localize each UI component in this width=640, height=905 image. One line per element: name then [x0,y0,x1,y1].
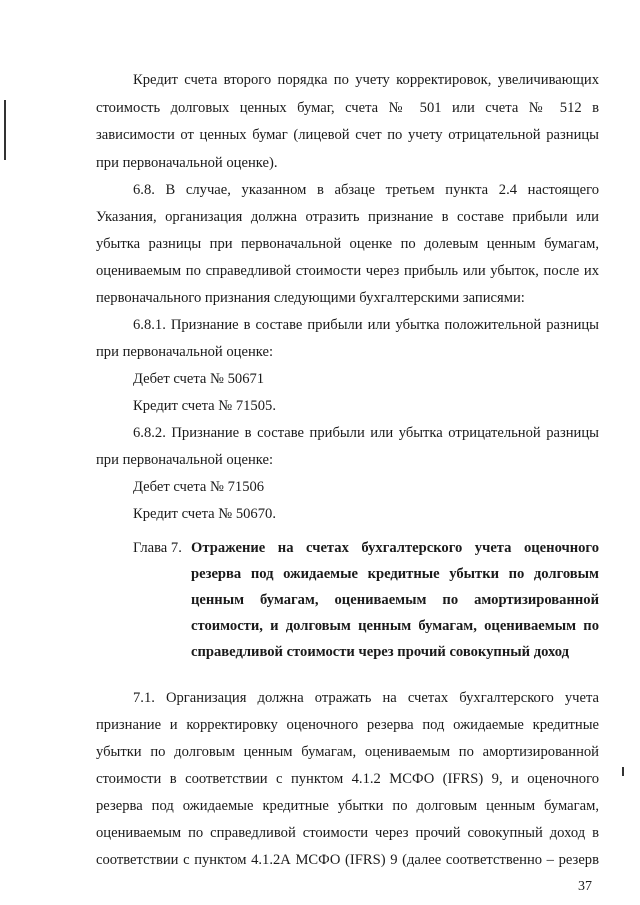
entry-line: Кредит счета № 50670. [133,506,276,522]
text-line: 6.8.1. Признание в составе прибыли или убытка положительной разницы [133,317,599,333]
chapter-title-line: ценным бумагам, оцениваемым по амортизированной [191,592,599,608]
text-line: Кредит счета второго порядка по учету корректировок, увеличивающих [133,72,599,88]
text-line: первоначального признания следующими бухгалтерскими записями: [96,290,525,306]
chapter-label: Глава 7. [133,540,182,556]
text-line: при первоначальной оценке). [96,155,278,171]
text-line: при первоначальной оценке: [96,452,274,468]
text-line: оцениваемым по справедливой стоимости через прибыль или убыток, после их [96,263,599,279]
scan-artifact-line [4,100,6,152]
text-line: соответствии с пунктом 4.1.2А МСФО (IFRS) 9 (далее соответственно – резерв [96,852,599,868]
text-line: 6.8. В случае, указанном в абзаце третьем пункта 2.4 настоящего [133,182,599,198]
chapter-title-line: стоимости, и долговым ценным бумагам, оцениваемым по [191,618,599,634]
scan-artifact-dot [4,152,6,160]
entry-line: Дебет счета № 71506 [133,479,265,495]
scan-artifact-dot-right [622,767,624,776]
text-line: убытка разницы при первоначальной оценке по долевым ценным бумагам, [96,236,599,252]
text-line: стоимости в соответствии с пунктом 4.1.2 МСФО (IFRS) 9, и оценочного [96,771,599,787]
text-line: при первоначальной оценке: [96,344,274,360]
chapter-title-line: Отражение на счетах бухгалтерского учета оценочного [191,540,599,556]
page-number: 37 [578,879,592,894]
text-line: оцениваемым по справедливой стоимости через прочий совокупный доход в [96,825,599,841]
chapter-title-line: резерва под ожидаемые кредитные убытки по долговым [191,566,599,582]
chapter-title-line: справедливой стоимости через прочий совокупный доход [191,644,570,660]
text-line: стоимость долговых ценных бумаг, счета № 501 или счета № 512 в [96,100,599,116]
text-line: резерва под ожидаемые кредитные убытки по долговым ценным бумагам, [96,798,599,814]
text-line: Указания, организация должна отразить признание в составе прибыли или [96,209,599,225]
text-line: убытки по долговым ценным бумагам, оцениваемым по амортизированной [96,744,599,760]
text-line: 6.8.2. Признание в составе прибыли или убытка отрицательной разницы [133,425,599,441]
text-line: 7.1. Организация должна отражать на счетах бухгалтерского учета [133,690,599,706]
text-line: зависимости от ценных бумаг (лицевой счет по учету отрицательной разницы [96,127,599,143]
text-line: признание и корректировку оценочного резерва под ожидаемые кредитные [96,717,599,733]
entry-line: Кредит счета № 71505. [133,398,276,414]
entry-line: Дебет счета № 50671 [133,371,265,387]
